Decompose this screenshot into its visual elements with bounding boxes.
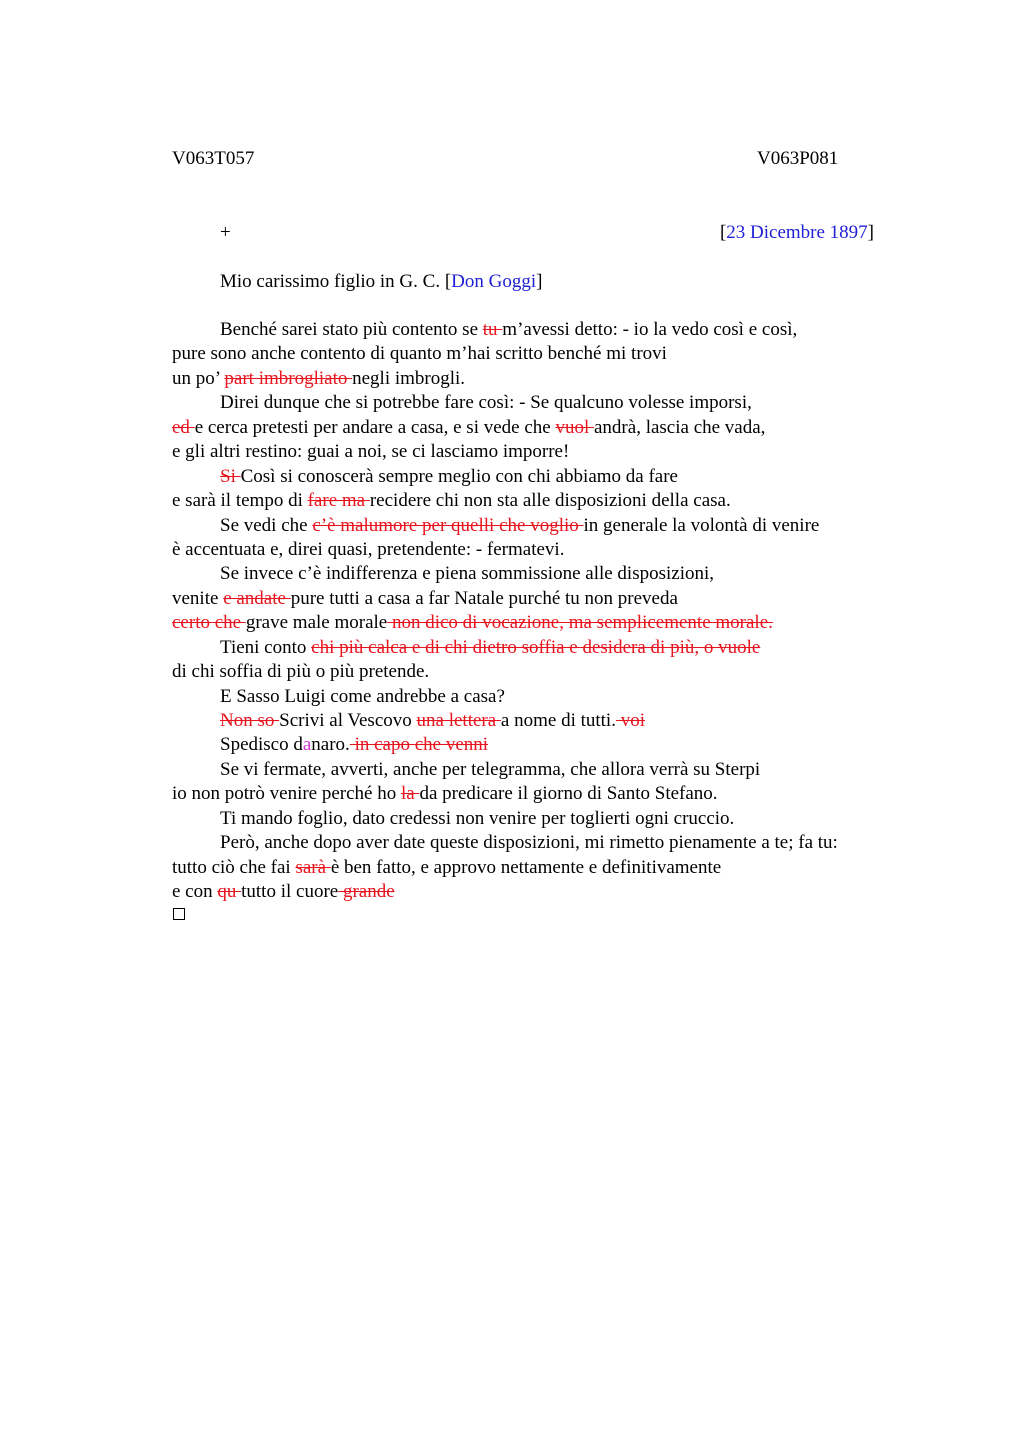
letter-line: [172, 733, 932, 757]
line-text: tutto ciò che fai: [172, 856, 296, 878]
line-text: io non potrò venire perché ho: [172, 783, 401, 805]
line-text: Direi dunque che si potrebbe fare così: - Se qualcuno volesse imporsi,: [220, 392, 752, 414]
letter-line: [172, 538, 932, 562]
line-text: recidere chi non sta alle disposizioni della casa.: [369, 490, 731, 512]
letter-line: [172, 636, 932, 660]
line-text: Benché sarei stato più contento se: [220, 319, 483, 340]
deleted-text: sarà: [295, 856, 331, 878]
line-text: Così si conoscerà sempre meglio con chi abbiamo da fare: [240, 465, 678, 487]
deleted-text: Non so: [220, 710, 280, 731]
letter-body: [172, 318, 932, 905]
deleted-text: una lettera: [416, 710, 501, 731]
end-marker-box: [173, 908, 185, 920]
letter-line: [172, 758, 932, 782]
deleted-text: e andate: [223, 587, 291, 609]
deleted-text: fare ma: [307, 490, 370, 512]
line-text: E Sasso Luigi come andrebbe a casa?: [220, 685, 505, 707]
salutation-text: Mio carissimo figlio in G. C. [: [220, 271, 452, 292]
deleted-text: grande: [338, 881, 395, 903]
letter-line: [172, 831, 932, 855]
date-text: 23 Dicembre 1897: [726, 222, 868, 243]
letter-line: [172, 660, 932, 684]
line-text: venite: [172, 587, 224, 609]
line-text: naro.: [311, 734, 350, 756]
letter-line: [172, 391, 932, 415]
line-text: e cerca pretesti per andare a casa, e si vede che: [194, 416, 556, 438]
document-code-left: V063T057: [172, 148, 255, 169]
line-text: Se vi fermate, avverti, anche per telegramma, che allora verrà su Sterpi: [220, 758, 761, 780]
deleted-text: non dico di vocazione, ma semplicemente morale.: [387, 612, 773, 634]
line-text: Però, anche dopo aver date queste disposizioni, mi rimetto pienamente a te; fa tu:: [220, 832, 838, 854]
line-text: m’avessi detto: - io la vedo così e così,: [502, 319, 798, 340]
salutation: [220, 271, 542, 293]
letter-line: [172, 514, 932, 538]
deleted-text: qu: [217, 881, 242, 903]
line-text: negli imbrogli.: [352, 367, 466, 389]
line-text: è accentuata e, direi quasi, pretendente: - fermatevi.: [172, 538, 565, 560]
letter-line: [172, 465, 932, 489]
line-text: un po’: [172, 367, 225, 389]
deleted-text: vuol: [555, 416, 594, 438]
deleted-text: Si: [220, 465, 241, 487]
letter-line: [172, 856, 932, 880]
line-text: pure tutti a casa a far Natale purché tu non preveda: [290, 587, 678, 609]
deleted-text: ed: [172, 416, 195, 438]
line-text: a nome di tutti.: [500, 710, 616, 731]
cross-mark: +: [220, 222, 231, 243]
deleted-text: certo che: [172, 612, 246, 634]
deleted-text: c’è malumore per quelli che voglio: [312, 514, 584, 536]
line-text: Scrivi al Vescovo: [279, 710, 417, 731]
letter-date: [720, 222, 874, 244]
line-text: di chi soffia di più o più pretende.: [172, 661, 430, 683]
deleted-text: in capo che venni: [349, 734, 489, 756]
line-text: da predicare il giorno di Santo Stefano.: [419, 783, 718, 805]
letter-line: [172, 489, 932, 513]
deleted-text: chi più calca e di chi dietro soffia e desidera di più, o vuole: [311, 636, 761, 658]
letter-line: [172, 880, 932, 904]
letter-line: [172, 709, 932, 733]
date-close-bracket: ]: [867, 222, 874, 243]
letter-line: [172, 807, 932, 831]
line-text: e gli altri restino: guai a noi, se ci lasciamo imporre!: [172, 441, 570, 463]
line-text: Se vedi che: [220, 514, 313, 536]
letter-line: [172, 416, 932, 440]
line-text: tutto il cuore: [241, 881, 339, 903]
letter-line: [172, 342, 932, 366]
inserted-letter: a: [302, 734, 312, 756]
line-text: Spedisco d: [220, 734, 303, 756]
line-text: e con: [172, 881, 218, 903]
letter-line: [172, 562, 932, 586]
line-text: andrà, lascia che vada,: [594, 416, 766, 438]
line-text: Se invece c’è indifferenza e piena sommissione alle disposizioni,: [220, 563, 715, 585]
line-text: Tieni conto: [220, 636, 312, 658]
letter-line: [172, 611, 932, 635]
letter-line: [172, 367, 932, 391]
line-text: in generale la volontà di venire: [583, 514, 820, 536]
deleted-text: voi: [615, 710, 645, 731]
salutation-close-bracket: ]: [536, 271, 543, 292]
letter-line: [172, 587, 932, 611]
deleted-text: part imbrogliato: [224, 367, 353, 389]
line-text: è ben fatto, e approvo nettamente e definitivamente: [330, 856, 722, 878]
line-text: Ti mando foglio, dato credessi non venire per toglierti ogni cruccio.: [220, 807, 735, 829]
line-text: grave male morale: [245, 612, 388, 634]
line-text: pure sono anche contento di quanto m’hai scritto benché mi trovi: [172, 343, 667, 365]
line-text: e sarà il tempo di: [172, 490, 308, 512]
document-code-right: V063P081: [757, 148, 839, 169]
deleted-text: la: [400, 783, 420, 805]
letter-line: [172, 318, 932, 342]
recipient-name: Don Goggi: [451, 271, 537, 292]
letter-line: [172, 685, 932, 709]
letter-line: [172, 782, 932, 806]
letter-line: [172, 440, 932, 464]
date-open-bracket: [: [719, 222, 727, 243]
deleted-text: tu: [482, 319, 503, 340]
